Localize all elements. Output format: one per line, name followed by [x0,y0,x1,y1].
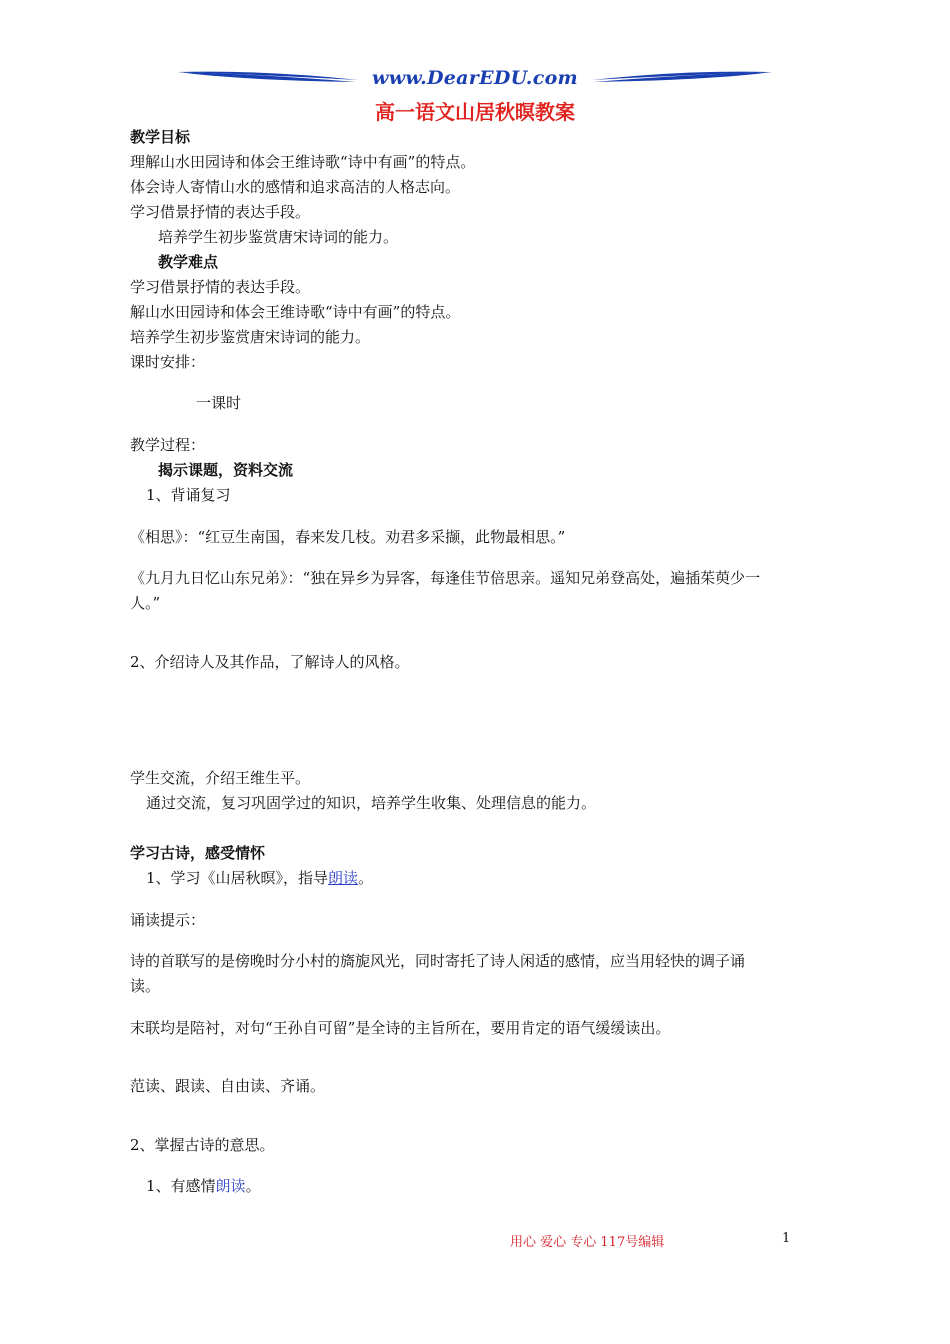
intro-item: 2、介绍诗人及其作品，了解诗人的风格。 [130,653,410,671]
goal-item: 培养学生初步鉴赏唐宋诗词的能力。 [158,228,399,246]
tip-text-cont: 读。 [130,977,161,995]
emotion-period: 。 [245,1177,261,1195]
tips-label: 诵读提示： [130,911,206,929]
schedule-value: 一课时 [196,394,242,412]
study-text: 1、学习《山居秋暝》，指导 [146,869,329,887]
site-logo[interactable]: www.DearEDU.com [372,67,578,89]
schedule-label: 课时安排： [130,353,206,371]
exchange-text: 学生交流，介绍王维生平。 [130,769,311,787]
meaning-item: 2、掌握古诗的意思。 [130,1136,275,1154]
poem-xiangsi: 《相思》：“红豆生南国，春来发几枝。劝君多采撷，此物最相思。” [130,528,566,546]
exchange-purpose: 通过交流，复习巩固学过的知识，培养学生收集、处理信息的能力。 [146,794,597,812]
tip-text: 末联均是陪衬，对句“王孙自可留”是全诗的主旨所在，要用肯定的语气缓缓读出。 [130,1019,671,1037]
tip-text: 诗的首联写的是傍晚时分小村的旖旎风光，同时寄托了诗人闲适的感情，应当用轻快的调子诵 [130,952,746,970]
study-period: 。 [358,869,374,887]
goals-heading: 教学目标 [130,128,191,146]
emotion-text: 1、有感情 [146,1177,216,1195]
part1-heading: 揭示课题，资料交流 [158,461,294,479]
goal-item: 体会诗人寄情山水的感情和追求高洁的人格志向。 [130,178,461,196]
difficulty-item: 培养学生初步鉴赏唐宋诗词的能力。 [130,328,371,346]
study-item [146,868,373,888]
methods-text: 范读、跟读、自由读、齐诵。 [130,1077,326,1095]
page-number: 1 [782,1231,791,1246]
emotion-item [146,1176,261,1196]
footer-text: 用心 爱心 专心 117号编辑 [510,1235,665,1250]
recite-item: 1、背诵复习 [146,486,231,504]
difficulty-heading: 教学难点 [158,253,219,271]
poem-jiuyue-cont: 人。” [130,594,161,612]
goal-item: 学习借景抒情的表达手段。 [130,203,311,221]
process-label: 教学过程： [130,436,206,454]
emotion-reading[interactable]: 朗读 [215,1177,246,1195]
part2-heading: 学习古诗，感受情怀 [130,844,266,862]
header-banner [178,66,772,92]
goal-item: 理解山水田园诗和体会王维诗歌“诗中有画”的特点。 [130,153,476,171]
difficulty-item: 学习借景抒情的表达手段。 [130,278,311,296]
reading-link[interactable]: 朗读 [328,869,359,887]
document-title: 高一语文山居秋暝教案 [375,100,575,124]
poem-jiuyue: 《九月九日忆山东兄弟》：“独在异乡为异客，每逢佳节倍思亲。遥知兄弟登高处，遍插茱萸少一 [130,569,761,587]
difficulty-item: 解山水田园诗和体会王维诗歌“诗中有画”的特点。 [130,303,461,321]
